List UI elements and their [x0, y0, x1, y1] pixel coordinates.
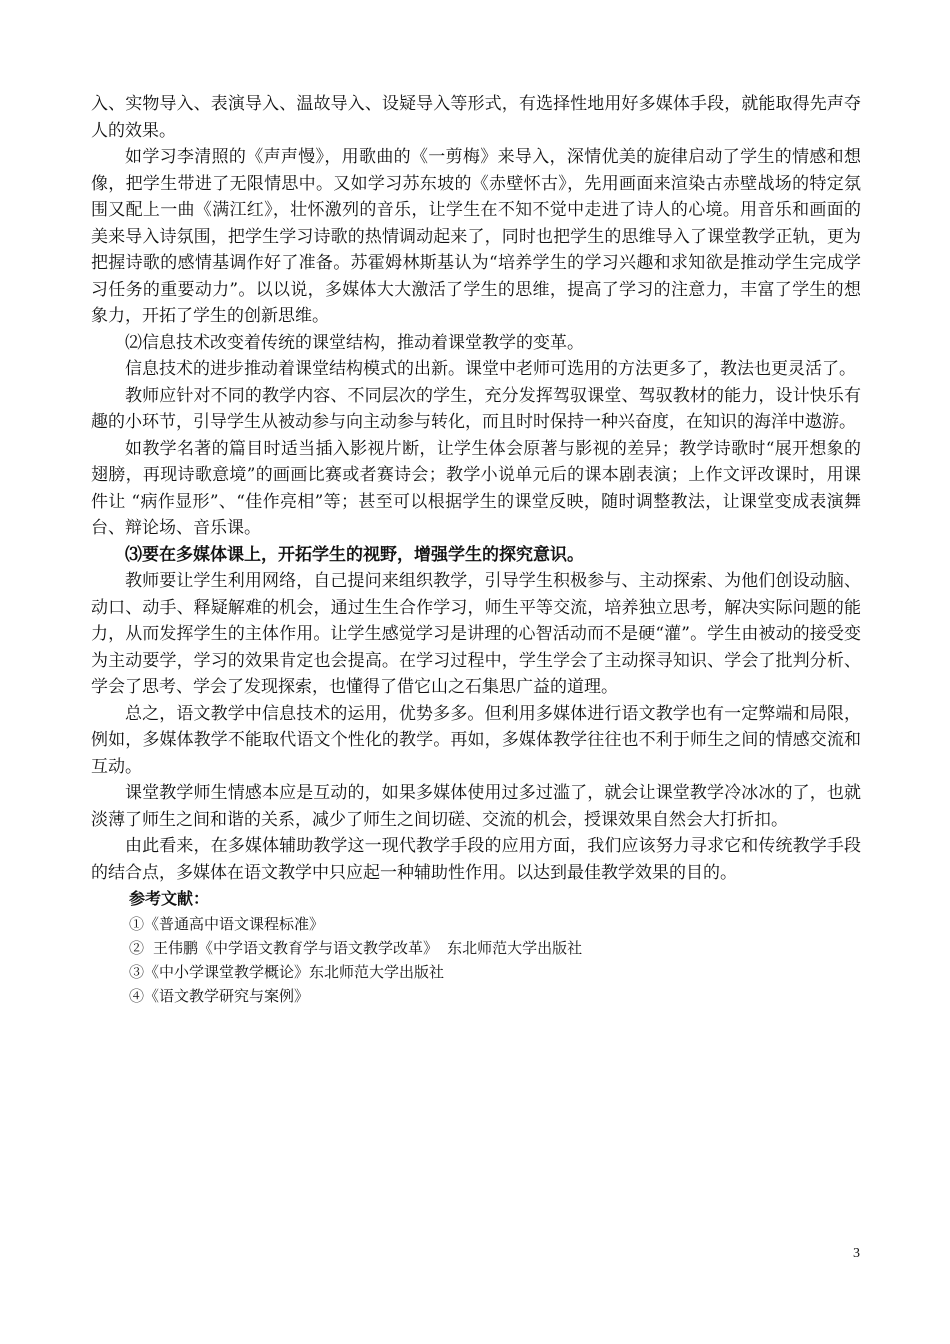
references-list [91, 912, 861, 1008]
document-page [91, 91, 861, 1008]
reference-item: ③《中小学课堂教学概论》东北师范大学出版社 [129, 963, 445, 981]
reference-item: ② 王伟鹏《中学语文教育学与语文教学改革》 东北师范大学出版社 [129, 939, 583, 957]
paragraph: 如学习李清照的《声声慢》，用歌曲的《一剪梅》来导入，深情优美的旋律启动了学生的情感和想像，把学生带进了无限情思中。又如学习苏东坡的《赤壁怀古》，先用画面来渲染古赤壁战场的特定氛围又配上一曲《满江红》，壮怀激列的音乐，让学生在不知不觉中走进了诗人的心境。用音乐和画面的美来导入诗氛围，把学生学习诗歌的热情调动起来了，同时也把学生的思维导入了课堂教学正轨，更为把握诗歌的感情基调作好了准备。苏霍姆林斯基认为“培养学生的学习兴趣和求知欲是推动学生完成学习任务的重要动力”。以以说，多媒体大大激活了学生的思维，提高了学习的注意力，丰富了学生的想象力，开拓了学生的创新思维。 [91, 147, 861, 326]
paragraph: 如教学名著的篇目时适当插入影视片断，让学生体会原著与影视的差异；教学诗歌时“展开想象的翅膀，再现诗歌意境”的画画比赛或者赛诗会；教学小说单元后的课本剧表演；上作文评改课时，用课件让 “病作显形”、“佳作亮相”等；甚至可以根据学生的课堂反映，随时调整教法，让课堂变成表演舞台、辩论场、音乐课。 [91, 438, 861, 538]
paragraph: 入、实物导入、表演导入、温故导入、设疑导入等形式，有选择性地用好多媒体手段，就能取得先声夺人的效果。 [91, 94, 861, 141]
references-section [91, 886, 861, 1008]
reference-item: ①《普通高中语文课程标准》 [129, 915, 325, 933]
paragraph: 教师应针对不同的教学内容、不同层次的学生，充分发挥驾驭课堂、驾驭教材的能力，设计快乐有趣的小环节，引导学生从被动参与向主动参与转化，而且时时保持一种兴奋度，在知识的海洋中遨游。 [91, 385, 861, 432]
paragraph: 由此看来，在多媒体辅助教学这一现代教学手段的应用方面，我们应该努力寻求它和传统教学手段的结合点，多媒体在语文教学中只应起一种辅助性作用。以达到最佳教学效果的目的。 [91, 836, 861, 883]
body-text [91, 91, 861, 886]
paragraph: ⑵信息技术改变着传统的课堂结构，推动着课堂教学的变革。 [125, 332, 584, 353]
paragraph: 信息技术的进步推动着课堂结构模式的出新。课堂中老师可选用的方法更多了，教法也更灵活了。 [125, 359, 856, 379]
paragraph: 总之，语文教学中信息技术的运用，优势多多。但利用多媒体进行语文教学也有一定弊端和局限，例如，多媒体教学不能取代语文个性化的教学。再如，多媒体教学往往也不利于师生之间的情感交流和互动。 [91, 703, 861, 777]
paragraph: ⑶要在多媒体课上，开拓学生的视野，增强学生的探究意识。 [125, 544, 584, 565]
reference-item: ④《语文教学研究与案例》 [129, 987, 310, 1005]
page-number: 3 [853, 1246, 860, 1261]
references-title: 参考文献： [129, 889, 210, 908]
paragraph: 教师要让学生利用网络，自己提问来组织教学，引导学生积极参与、主动探索、为他们创设动脑、动口、动手、释疑解难的机会，通过生生合作学习，师生平等交流，培养独立思考，解决实际问题的能力，从而发挥学生的主体作用。让学生感觉学习是讲理的心智活动而不是硬“灌”。学生由被动的接受变为主动要学，学习的效果肯定也会提高。在学习过程中，学生学会了主动探寻知识、学会了批判分析、学会了思考、学会了发现探索，也懂得了借它山之石集思广益的道理。 [91, 571, 861, 697]
paragraph: 课堂教学师生情感本应是互动的，如果多媒体使用过多过滥了，就会让课堂教学冷冰冰的了，也就淡薄了师生之间和谐的关系，减少了师生之间切磋、交流的机会，授课效果自然会大打折扣。 [91, 783, 861, 830]
